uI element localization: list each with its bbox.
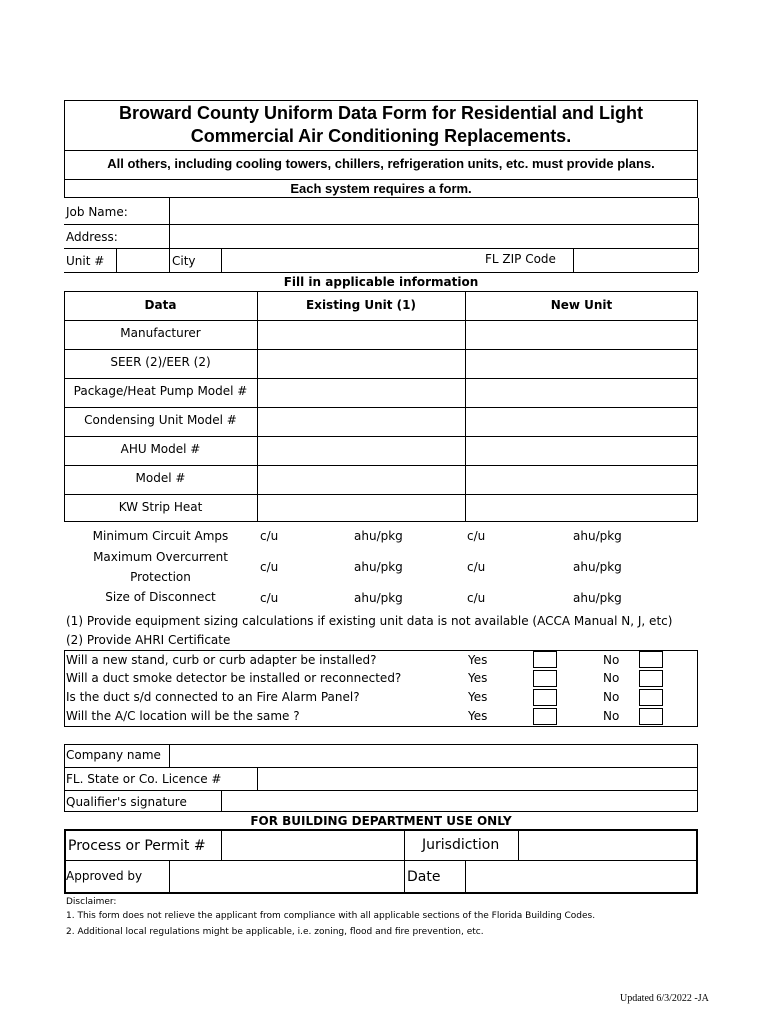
unit-field[interactable] [117, 249, 169, 272]
divider [404, 829, 405, 894]
company-name-label: Company name [66, 748, 161, 762]
plans-notice: All others, including cooling towers, chillers, refrigeration units, etc. must provide plans. [107, 156, 655, 171]
divider [64, 272, 698, 273]
jurisdiction-field[interactable] [519, 831, 696, 860]
address-field[interactable] [170, 225, 697, 248]
jurisdiction-label: Jurisdiction [422, 837, 500, 853]
cu-label: c/u [260, 591, 279, 605]
cu-label: c/u [467, 529, 486, 543]
yes-label: Yes [468, 671, 488, 685]
disclaimer-line2: 2. Additional local regulations might be applicable, i.e. zoning, flood and fire prevention, etc. [66, 927, 484, 937]
question-location: Will the A/C location will be the same ? [66, 709, 300, 723]
divider [169, 248, 170, 272]
zip-field[interactable] [574, 249, 698, 272]
col-header-new: New Unit [550, 298, 613, 312]
row-label-condensing-model: Condensing Unit Model # [84, 413, 237, 427]
form-title-line1: Broward County Uniform Data Form for Residential and Light [118, 103, 644, 123]
divider [64, 494, 698, 495]
no-label: No [603, 671, 620, 685]
row-label-disconnect: Size of Disconnect [105, 590, 216, 604]
approved-by-label: Approved by [66, 869, 143, 883]
divider [64, 436, 698, 437]
divider [698, 198, 699, 272]
building-dept-heading: FOR BUILDING DEPARTMENT USE ONLY [250, 814, 512, 828]
date-field[interactable] [466, 861, 696, 892]
ahu-pkg-label: ahu/pkg [573, 591, 622, 605]
cu-label: c/u [467, 560, 486, 574]
no-label: No [603, 690, 620, 704]
yes-checkbox-fire-alarm[interactable] [533, 689, 557, 706]
row-label-max-overcurrent: Maximum Overcurrent [93, 550, 228, 564]
divider [64, 465, 698, 466]
col-header-existing: Existing Unit (1) [306, 298, 416, 312]
question-stand: Will a new stand, curb or curb adapter be installed? [66, 653, 377, 667]
approved-by-field[interactable] [170, 861, 404, 892]
divider [64, 320, 698, 321]
qualifier-signature-label: Qualifier's signature [66, 795, 187, 809]
each-system-notice: Each system requires a form. [290, 181, 472, 196]
no-label: No [603, 709, 620, 723]
disclaimer-line1: 1. This form does not relieve the applicant from compliance with all applicable sections of the Florida Building Codes. [66, 911, 596, 921]
row-label-ahu-model: AHU Model # [120, 442, 201, 456]
cu-label: c/u [260, 560, 279, 574]
divider [64, 378, 698, 379]
cu-label: c/u [260, 529, 279, 543]
divider [64, 179, 698, 180]
yes-checkbox-stand[interactable] [533, 651, 557, 668]
job-name-label: Job Name: [66, 205, 128, 219]
row-label-kw-strip: KW Strip Heat [118, 500, 203, 514]
col-header-data: Data [144, 298, 177, 312]
address-label: Address: [66, 230, 118, 244]
date-label: Date [407, 869, 441, 885]
unit-label: Unit # [66, 254, 105, 268]
yes-label: Yes [468, 653, 488, 667]
divider [64, 407, 698, 408]
qualifier-signature-field[interactable] [222, 791, 697, 812]
permit-field[interactable] [222, 831, 404, 860]
cu-label: c/u [467, 591, 486, 605]
updated-stamp: Updated 6/3/2022 -JA [620, 993, 709, 1004]
ahu-pkg-label: ahu/pkg [573, 560, 622, 574]
ahu-pkg-label: ahu/pkg [573, 529, 622, 543]
fill-info-label: Fill in applicable information [283, 275, 479, 289]
yes-checkbox-smoke-detector[interactable] [533, 670, 557, 687]
row-label-package-model: Package/Heat Pump Model # [73, 384, 248, 398]
no-checkbox-smoke-detector[interactable] [639, 670, 663, 687]
note-equipment-sizing: (1) Provide equipment sizing calculations if existing unit data is not available (ACCA Manual N, J, etc) [66, 614, 673, 628]
ahu-pkg-label: ahu/pkg [354, 529, 403, 543]
yes-checkbox-location[interactable] [533, 708, 557, 725]
zip-label: FL ZIP Code [485, 252, 556, 266]
company-name-field[interactable] [170, 745, 697, 767]
ahu-pkg-label: ahu/pkg [354, 560, 403, 574]
no-checkbox-stand[interactable] [639, 651, 663, 668]
row-label-min-circuit: Minimum Circuit Amps [92, 529, 229, 543]
divider [64, 150, 698, 151]
row-label-protection: Protection [130, 570, 191, 584]
no-checkbox-fire-alarm[interactable] [639, 689, 663, 706]
row-label-manufacturer: Manufacturer [120, 326, 201, 340]
no-checkbox-location[interactable] [639, 708, 663, 725]
question-fire-alarm: Is the duct s/d connected to an Fire Alarm Panel? [66, 690, 360, 704]
row-label-seer: SEER (2)/EER (2) [110, 355, 211, 369]
form-title-line2: Commercial Air Conditioning Replacements. [190, 126, 572, 146]
divider [64, 349, 698, 350]
disclaimer-title: Disclaimer: [66, 897, 117, 907]
no-label: No [603, 653, 620, 667]
city-label: City [172, 254, 196, 268]
licence-label: FL. State or Co. Licence # [66, 772, 222, 786]
ahu-pkg-label: ahu/pkg [354, 591, 403, 605]
note-ahri: (2) Provide AHRI Certificate [66, 633, 231, 647]
row-label-model: Model # [135, 471, 186, 485]
permit-label: Process or Permit # [68, 838, 206, 854]
yes-label: Yes [468, 690, 488, 704]
job-name-field[interactable] [170, 199, 697, 223]
city-field[interactable] [222, 249, 472, 272]
question-smoke-detector: Will a duct smoke detector be installed or reconnected? [66, 671, 402, 685]
yes-label: Yes [468, 709, 488, 723]
licence-field[interactable] [258, 768, 697, 790]
